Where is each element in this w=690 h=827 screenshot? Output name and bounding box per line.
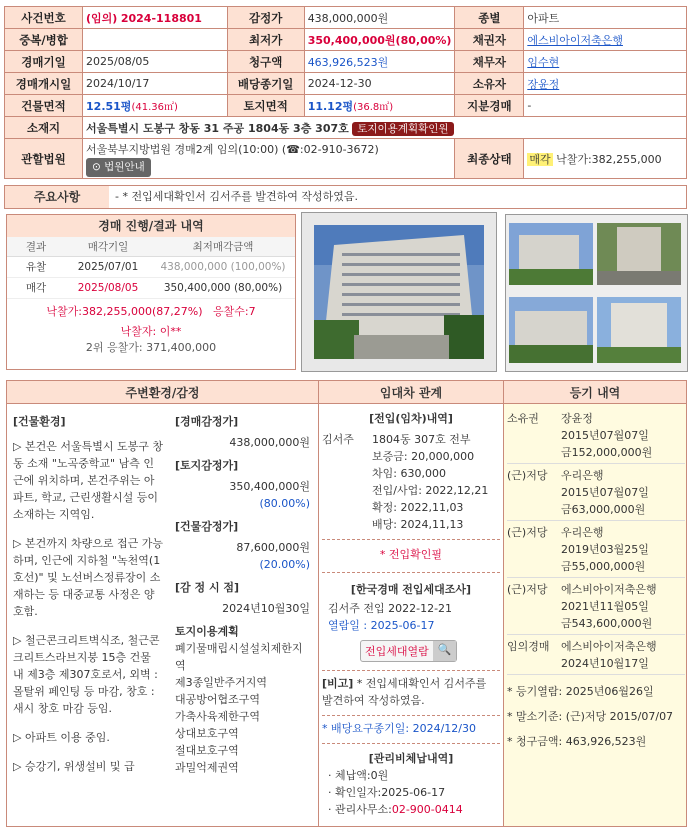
- second-bid: 2위 응찰가: 371,400,000: [85, 340, 217, 354]
- owner-link[interactable]: 장윤정: [527, 77, 560, 91]
- land-use-plan-button[interactable]: 토지이용계획확인원: [352, 122, 453, 136]
- thumbnail-1[interactable]: [509, 223, 593, 285]
- min-price-value: 350,400,000원(80,00%): [304, 29, 455, 51]
- progress-col-amount: 최저매각금액: [151, 237, 295, 256]
- progress-row: [7, 277, 295, 298]
- registry-entry: [507, 578, 685, 635]
- appraisal-label: 감정가: [227, 7, 304, 29]
- appraisal-date-label: [감 정 시 점]: [175, 581, 240, 594]
- land-use-item: 제3종일반주거지역: [175, 676, 268, 689]
- progress-col-date: 매각기일: [65, 237, 151, 256]
- tenant-name: 김서주: [322, 433, 354, 446]
- dup-label: 중복/병합: [5, 29, 83, 51]
- dividend-deadline-label: 배당종기일: [227, 73, 304, 95]
- tenant-detail: 배당: 2024,11,13: [372, 518, 464, 531]
- registry-date: 2024년10월17일: [561, 657, 649, 670]
- move-in-heading: [전입(임차)내역]: [369, 412, 453, 425]
- thumbnail-3[interactable]: [509, 297, 593, 363]
- creditor-link[interactable]: 에스비아이저축은행: [527, 33, 623, 47]
- claim-label: 청구액: [227, 51, 304, 73]
- registry-amount: 금63,000,000원: [561, 503, 646, 516]
- final-price: 낙찰가:382,255,000: [556, 152, 662, 166]
- registry-date: 2021년11월05일: [561, 600, 649, 613]
- progress-col-result: 결과: [7, 237, 65, 256]
- land-use-item: 대공방어협조구역: [175, 693, 261, 706]
- registry-entry: [507, 521, 685, 578]
- registry-kind: (근)저당: [507, 469, 548, 482]
- registry-amount: 금55,000,000원: [561, 560, 646, 573]
- registry-name: 에스비아이저축은행: [561, 583, 657, 596]
- registry-amount: 금543,600,000원: [561, 617, 653, 630]
- share-auction-label: 지분경매: [455, 95, 524, 117]
- registry-kind: (근)저당: [507, 583, 548, 596]
- thumbnail-grid: [505, 214, 688, 372]
- registry-entry: [507, 410, 685, 464]
- apartment-photo-image: [314, 225, 484, 359]
- building-area-pyeong: 12.51평: [86, 99, 132, 113]
- address-label: 소재지: [5, 117, 83, 139]
- progress-result: 매각: [7, 277, 65, 298]
- mgmt-office-label: · 관리사무소:: [328, 803, 392, 816]
- registry-note: * 청구금액: 463,926,523원: [507, 735, 647, 748]
- progress-table: [7, 237, 295, 299]
- survey-date: 열람일 : 2025-06-17: [328, 619, 435, 632]
- land-appraisal-value: 350,400,000원: [229, 480, 310, 493]
- tenant-detail: 1804동 307호 전부: [372, 433, 471, 446]
- mgmt-line: · 체납액:0원: [328, 769, 389, 782]
- dividend-deadline-note: * 배당요구종기일: 2024/12/30: [322, 722, 476, 735]
- registry-note: * 등기열람: 2025년06월26일: [507, 685, 654, 698]
- thumbnail-2[interactable]: [597, 223, 681, 285]
- land-area-pyeong: 11.12평: [307, 99, 354, 113]
- registry-header: 등기 내역: [503, 380, 687, 404]
- registry-kind: 소유권: [507, 412, 539, 425]
- land-use-item: 폐기물매립시설설치제한지역: [175, 642, 303, 672]
- case-no-prefix: (임의): [86, 11, 118, 25]
- household-view-label: 전입세대열람: [365, 645, 429, 658]
- key-notes: [4, 185, 687, 209]
- share-auction-value: -: [524, 95, 687, 117]
- land-use-label: 토지이용계획: [175, 625, 239, 638]
- address-value: 서울특별시 도봉구 창동 31 주공 1804동 3층 307호: [86, 121, 349, 135]
- registry-name: 우리은행: [561, 469, 604, 482]
- case-info-table: [4, 6, 687, 179]
- building-appraisal-label: [건물감정가]: [175, 520, 239, 533]
- start-date-label: 경매개시일: [5, 73, 83, 95]
- progress-amount: 438,000,000 (100,00%): [151, 256, 295, 277]
- land-use-item: 가축사육제한구역: [175, 710, 261, 723]
- remarks-label: [비고]: [322, 677, 354, 690]
- registry-date: 2015년07월07일: [561, 486, 649, 499]
- env-paragraph: ▷ 철근콘크리트벽식조, 철근콘크리트스라브지붕 15층 건물 내 제3층 제307호로서, 외벽 : 몰탈위 페인팅 등 마감, 창호 : 새시 창호 마감 등임.: [13, 634, 160, 715]
- progress-title: 경매 진행/결과 내역: [7, 215, 295, 237]
- court-value: 서울북부지방법원 경매2계 임의(10:00) (☎:02-910-3672): [86, 142, 379, 156]
- final-status-badge: 매각: [529, 152, 551, 166]
- progress-date: 2025/08/05: [65, 277, 151, 298]
- land-use-item: 절대보호구역: [175, 744, 239, 757]
- tenancy-content: [322, 410, 500, 818]
- progress-result: 유찰: [7, 256, 65, 277]
- remarks-text: * 전입세대확인서 김서주를 발견하여 작성하였음.: [322, 677, 487, 707]
- auction-date-label: 경매기일: [5, 51, 83, 73]
- dup-value: [83, 29, 228, 51]
- start-date-value: 2024/10/17: [83, 73, 228, 95]
- min-price-label: 최저가: [227, 29, 304, 51]
- case-no-value: 2024-118801: [120, 11, 202, 25]
- appraisal-date-value: 2024년10월30일: [222, 602, 310, 615]
- auction-progress-box: [6, 214, 296, 370]
- land-use-list: [175, 640, 310, 776]
- registry-kind: 임의경매: [507, 640, 550, 653]
- survey-line: 김서주 전입 2022-12-21: [328, 602, 453, 615]
- household-view-button[interactable]: [360, 640, 457, 662]
- auction-appraisal-value: 438,000,000원: [229, 436, 310, 449]
- land-use-item: 상대보호구역: [175, 727, 239, 740]
- court-guide-button[interactable]: ⊙ 법원안내: [86, 158, 151, 177]
- winning-bid: 낙찰가:382,255,000(87,27%): [46, 304, 203, 318]
- type-value: 아파트: [524, 7, 687, 29]
- land-appraisal-pct: (80.00%): [259, 497, 310, 510]
- auction-date-value: 2025/08/05: [83, 51, 228, 73]
- case-no-label: 사건번호: [5, 7, 83, 29]
- progress-date: 2025/07/01: [65, 256, 151, 277]
- progress-row: [7, 256, 295, 277]
- registry-date: 2015년07월07일: [561, 429, 649, 442]
- building-area-label: 건물면적: [5, 95, 83, 117]
- claim-value: 463,926,523원: [304, 51, 455, 73]
- mgmt-line: · 확인일자:2025-06-17: [328, 786, 446, 799]
- key-notes-text: - * 전입세대확인서 김서주를 발견하여 작성하였음.: [115, 190, 358, 203]
- tenant-detail: 차임: 630,000: [372, 467, 446, 480]
- appraisal-values: [175, 413, 310, 776]
- building-area-m2: (41.36㎡): [131, 101, 178, 113]
- debtor-link[interactable]: 임수현: [527, 55, 560, 69]
- land-area-label: 토지면적: [227, 95, 304, 117]
- registry-entry: [507, 464, 685, 521]
- building-appraisal-value: 87,600,000원: [236, 541, 310, 554]
- building-environment: [13, 413, 163, 775]
- land-appraisal-label: [토지감정가]: [175, 459, 239, 472]
- court-label: 관할법원: [5, 139, 83, 179]
- survey-heading: [한국경매 전입세대조사]: [350, 583, 472, 596]
- search-icon: 🔍: [433, 641, 457, 661]
- registry-content: [507, 410, 685, 750]
- court-guide-label: 법원안내: [104, 160, 145, 173]
- env-heading: [건물환경]: [13, 415, 66, 428]
- env-paragraph: ▷ 승강기, 위생설비 및 급: [13, 760, 135, 773]
- surroundings-header: 주변환경/감정: [6, 380, 319, 404]
- registry-name: 장윤정: [561, 412, 593, 425]
- mgmt-heading: [관리비체납내역]: [368, 752, 454, 765]
- env-paragraph: ▷ 본건까지 차량으로 접근 가능하며, 인근에 지하철 "녹천역(1호선)" 및 노선버스정류장이 소재하는 등 대중교통 사정은 양호함.: [13, 537, 163, 618]
- building-appraisal-pct: (20.00%): [259, 558, 310, 571]
- type-label: 종별: [455, 7, 524, 29]
- mgmt-office-phone: 02-900-0414: [391, 803, 463, 816]
- final-status-label: 최종상태: [455, 139, 524, 179]
- land-use-item: 과밀억제권역: [175, 761, 239, 774]
- thumbnail-4[interactable]: [597, 297, 681, 363]
- move-in-confirmed-link[interactable]: * 전입확인필: [379, 548, 443, 561]
- registry-name: 에스비아이저축은행: [561, 640, 657, 653]
- auction-appraisal-label: [경매감정가]: [175, 415, 239, 428]
- appraisal-value: 438,000,000원: [304, 7, 455, 29]
- dividend-deadline-value: 2024-12-30: [304, 73, 455, 95]
- land-area-m2: (36.8㎡): [353, 101, 394, 113]
- bidder-count: 응찰수:7: [213, 304, 256, 318]
- owner-label: 소유자: [455, 73, 524, 95]
- registry-note: * 말소기준: (근)저당 2015/07/07: [507, 710, 674, 723]
- registry-kind: (근)저당: [507, 526, 548, 539]
- env-paragraph: ▷ 본건은 서울특별시 도봉구 창동 소재 "노곡중학교" 남측 인근에 위치하며, 본건주위는 아파트, 학교, 근린생활시설 등이 소재하는 지역임.: [13, 440, 163, 521]
- creditor-label: 채권자: [455, 29, 524, 51]
- main-property-photo[interactable]: [301, 212, 497, 372]
- progress-amount: 350,400,000 (80,00%): [151, 277, 295, 298]
- winner: 낙찰자: 이**: [120, 324, 182, 338]
- registry-name: 우리은행: [561, 526, 604, 539]
- registry-amount: 금152,000,000원: [561, 446, 653, 459]
- tenant-detail: 전입/사업: 2022,12,21: [372, 484, 489, 497]
- key-notes-label: 주요사항: [5, 186, 109, 208]
- env-paragraph: ▷ 아파트 이용 중임.: [13, 731, 110, 744]
- tenant-detail: 보증금: 20,000,000: [372, 450, 475, 463]
- registry-entry: [507, 635, 685, 675]
- tenancy-header: 임대차 관계: [318, 380, 504, 404]
- debtor-label: 채무자: [455, 51, 524, 73]
- registry-date: 2019년03월25일: [561, 543, 649, 556]
- tenant-detail: 확정: 2022,11,03: [372, 501, 464, 514]
